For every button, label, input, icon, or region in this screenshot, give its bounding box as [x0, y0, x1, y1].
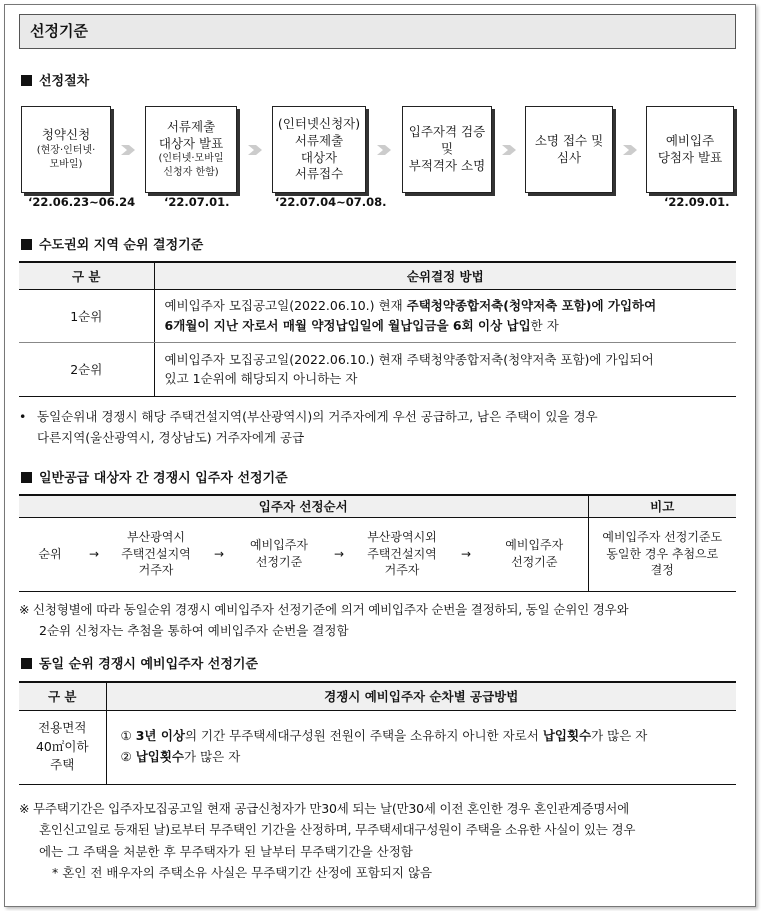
- chevron-right-icon: [118, 140, 138, 160]
- square-bullet-icon: [21, 239, 32, 250]
- arrow-right-icon: →: [88, 546, 100, 561]
- section-heading-procedure: 선정절차: [21, 70, 89, 89]
- flow-step: 순위: [38, 546, 62, 561]
- table-header-cell: 순위결정 방법: [154, 262, 736, 289]
- table-header-cell: 경쟁시 예비입주자 순차별 공급방법: [106, 682, 736, 710]
- date-step-3: ‘22.07.04~07.08.: [275, 195, 387, 209]
- square-bullet-icon: [21, 472, 32, 483]
- table-row: [19, 517, 736, 591]
- arrow-right-icon: →: [460, 546, 472, 561]
- selection-note: ※ 신청형별에 따라 동일순위 경쟁시 예비입주자 선정기준에 의거 예비입주자 순번을 결정하되, 동일 순위인 경우와 2순위 신청자는 추첨을 통하여 예비입주자 순번을 결정함: [19, 602, 629, 639]
- date-step-1: ‘22.06.23~06.24: [28, 195, 136, 209]
- chevron-right-icon: [374, 140, 394, 160]
- flow-step: 부산광역시 주택건설지역 거주자: [121, 529, 191, 578]
- step-application: 청약신청 (현장·인터넷· 모바일): [21, 106, 111, 193]
- square-bullet-icon: [21, 658, 32, 669]
- homeless-period-note: ※ 무주택기간은 입주자모집공고일 현재 공급신청자가 만30세 되는 날(만30세 이전 혼인한 경우 혼인관계증명서에 혼인신고일로 등재된 날)로부터 무주택인 기간을 산정하며, 무주택세대구성원이 주택을 소유한 사실이 있는 경우 에는 그 주택을 처분한 후 무주택자가 된 날부터 무주택기간을 산정함 * 혼인 전 배우자의 주택소유 사실은 무주택기간 산정에 포함되지 않음: [19, 801, 636, 880]
- arrow-right-icon: →: [213, 546, 225, 561]
- table-header-row: [19, 495, 736, 517]
- table-row: [19, 342, 736, 396]
- chevron-right-icon: [620, 140, 640, 160]
- remark-cell: 예비입주자 선정기준도 동일한 경우 추첨으로 결정: [602, 529, 723, 578]
- date-step-2: ‘22.07.01.: [164, 195, 230, 209]
- table-header-cell: 구 분: [19, 682, 106, 710]
- section-heading-competition: 일반공급 대상자 간 경쟁시 입주자 선정기준: [21, 467, 288, 486]
- step-document-announcement: 서류제출 대상자 발표 (인터넷·모바일 신청자 한함): [145, 106, 237, 193]
- selection-order-table: [19, 494, 736, 592]
- table-header-cell: 비고: [588, 495, 736, 517]
- rank-description: 예비입주자 모집공고일(2022.06.10.) 현재 주택청약종합저축(청약저축 포함)에 가입하여 6개월이 지난 자로서 매월 약정납입일에 월납입금을 6회 이상 납입한 자: [154, 289, 736, 342]
- arrow-right-icon: →: [333, 546, 345, 561]
- category-cell: 전용면적 40㎡이하 주택: [19, 710, 106, 784]
- flow-step: 예비입주자 선정기준: [481, 517, 588, 591]
- table-row: [19, 289, 736, 342]
- rank-cell: 2순위: [19, 342, 154, 396]
- step-document-submission: (인터넷신청자) 서류제출 대상자 서류접수: [272, 106, 366, 193]
- same-rank-table: [19, 681, 736, 785]
- bullet-note: • 동일순위내 경쟁시 해당 주택건설지역(부산광역시)의 거주자에게 우선 공급하고, 남은 주택이 있을 경우 다른지역(울산광역시, 경상남도) 거주자에게 공급: [19, 406, 598, 449]
- date-step-6: ‘22.09.01.: [664, 195, 730, 209]
- chevron-right-icon: [245, 140, 265, 160]
- table-header-row: [19, 262, 736, 289]
- section-heading-ranking: 수도권외 지역 순위 결정기준: [21, 234, 203, 253]
- step-review: 소명 접수 및 심사: [525, 106, 613, 193]
- page-title: 선정기준: [19, 14, 736, 49]
- section-heading-same-rank: 동일 순위 경쟁시 예비입주자 선정기준: [21, 653, 258, 672]
- bullet-dot-icon: •: [19, 409, 27, 424]
- method-cell: ① 3년 이상의 기간 무주택세대구성원 전원이 주택을 소유하지 아니한 자로서 납입횟수가 많은 자 ② 납입횟수가 많은 자: [120, 728, 648, 764]
- table-row: [19, 710, 736, 784]
- ranking-table: [19, 261, 736, 397]
- step-winner-announcement: 예비입주 당첨자 발표: [646, 106, 734, 193]
- step-eligibility-check: 입주자격 검증 및 부적격자 소명: [402, 106, 492, 193]
- rank-description: 예비입주자 모집공고일(2022.06.10.) 현재 주택청약종합저축(청약저축 포함)에 가입되어 있고 1순위에 해당되지 아니하는 자: [164, 351, 654, 386]
- chevron-right-icon: [499, 140, 519, 160]
- table-header-row: [19, 682, 736, 710]
- table-header-cell: 입주자 선정순서: [19, 495, 588, 517]
- flow-step: 예비입주자 선정기준: [250, 538, 308, 569]
- square-bullet-icon: [21, 75, 32, 86]
- table-header-cell: 구 분: [19, 262, 154, 289]
- rank-cell: 1순위: [19, 289, 154, 342]
- flow-step: 부산광역시외 주택건설지역 거주자: [367, 529, 437, 578]
